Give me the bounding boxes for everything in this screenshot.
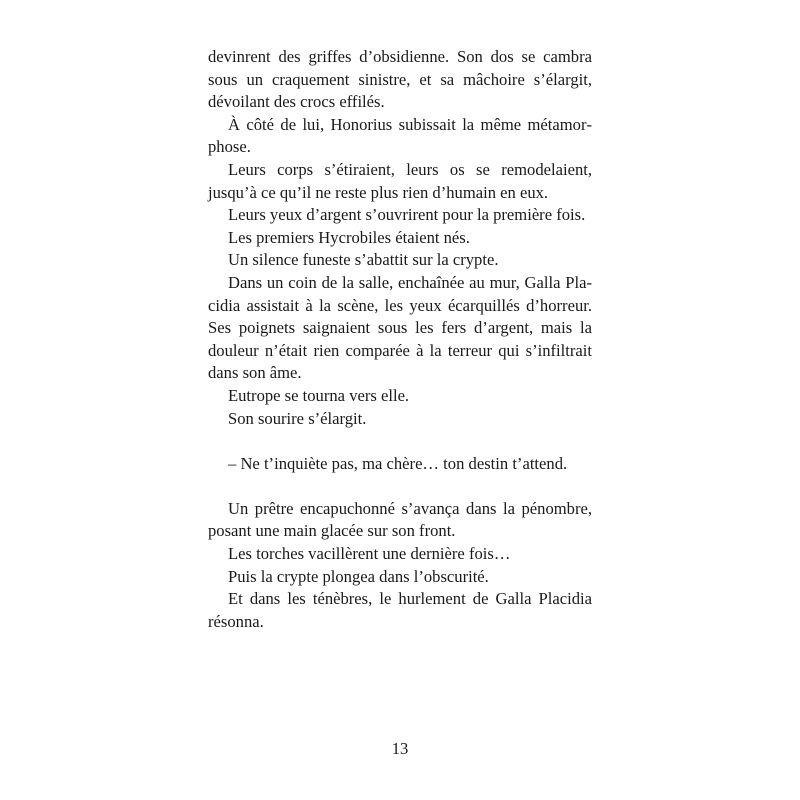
paragraph: Un prêtre encapuchonné s’avança dans la pénombre, posant une main glacée sur son front.	[208, 498, 592, 541]
paragraph: Leurs yeux d’argent s’ouvrirent pour la première fois.	[228, 205, 586, 225]
paragraph: Et dans les ténèbres, le hurlement de Galla Placidia résonna.	[208, 589, 592, 631]
paragraph: Un silence funeste s’abattit sur la crypte.	[228, 250, 499, 270]
paragraph: Son sourire s’élargit.	[228, 408, 367, 428]
paragraph: Dans un coin de la salle, enchaînée au mur, Galla Placidia assistait à la scène, les yeux écarquillés d’horreur. Ses poignets saignaient sous les fers d’argent, mais la douleur n’était rien comparée à la terreur qui s’infiltrait dans son âme.	[208, 272, 592, 383]
paragraph: Les premiers Hycrobiles étaient nés.	[228, 227, 470, 247]
dialogue-line: – Ne t’inquiète pas, ma chère… ton destin t’attend.	[228, 453, 568, 473]
paragraph: Eutrope se tourna vers elle.	[228, 385, 410, 405]
paragraph: Puis la crypte plongea dans l’obscurité.	[228, 566, 489, 586]
paragraph: Les torches vacillèrent une dernière fois…	[228, 544, 511, 564]
paragraph: Leurs corps s’étiraient, leurs os se remodelaient, jusqu’à ce qu’il ne reste plus rien d’humain en eux.	[208, 159, 592, 202]
page-body	[208, 46, 592, 633]
page-number: 13	[391, 739, 409, 758]
paragraph: devinrent des griffes d’obsidienne. Son dos se cambra sous un craquement sinistre, et sa mâchoire s’élargit, dévoilant des crocs effilés.	[208, 47, 592, 112]
paragraph: À côté de lui, Honorius subissait la même métamorphose.	[208, 114, 592, 157]
